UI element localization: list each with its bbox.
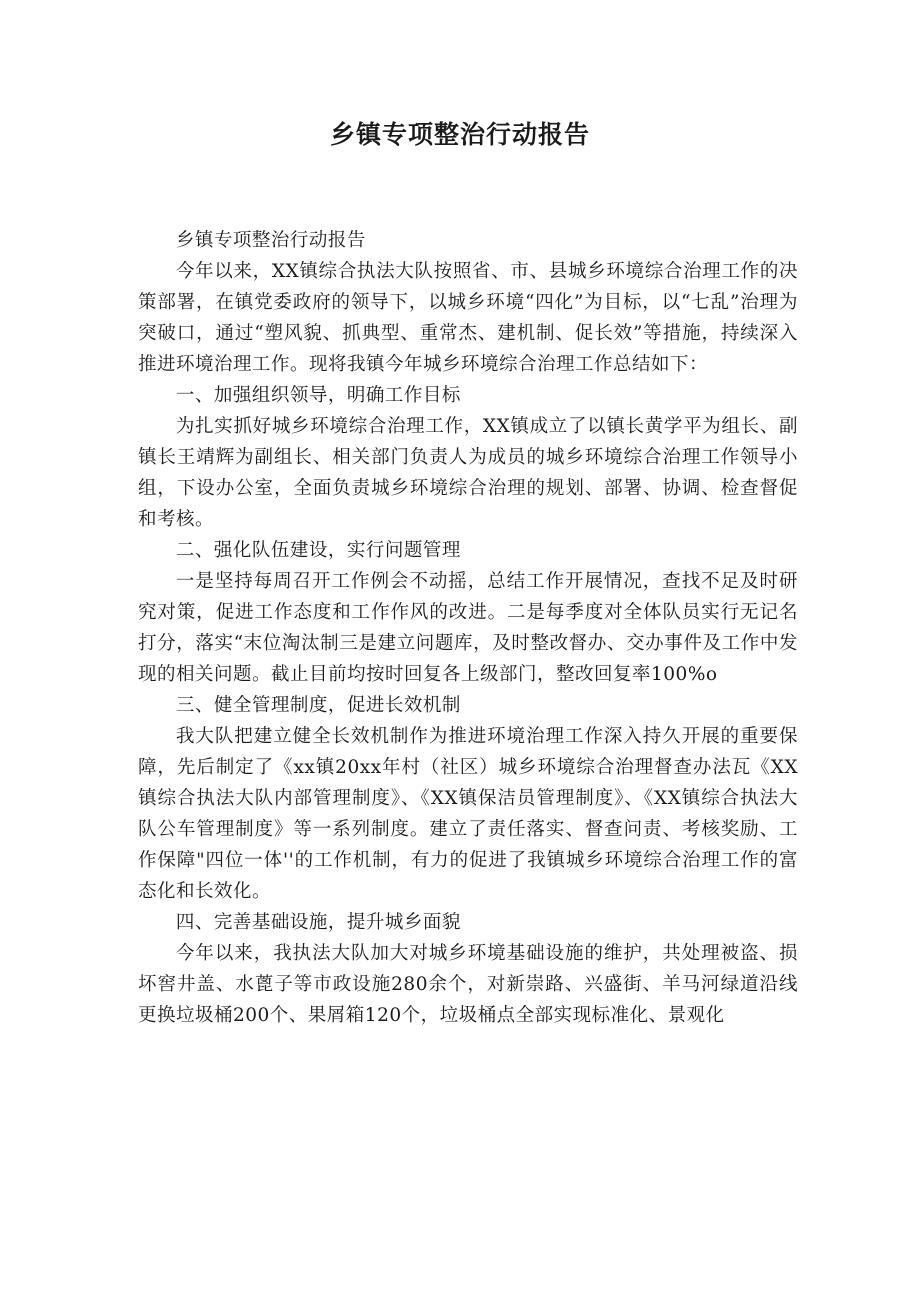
body-subtitle: 乡镇专项整治行动报告 <box>175 230 366 251</box>
section-heading-4: 四、完善基础设施，提升城乡面貌 <box>175 912 461 933</box>
document-title: 乡镇专项整治行动报告 <box>329 120 590 149</box>
section-paragraph-1: 为扎实抓好城乡环境综合治理工作，XX镇成立了以镇长黄学平为组长、副镇长王靖辉为副组长、相关部门负责人为成员的城乡环境综合治理工作领导小组，下设办公室，全面负责城乡环境综合治理的规划、部署、协调、检查督促和考核。 <box>138 416 798 530</box>
section-paragraph-2: 一是坚持每周召开工作例会不动摇，总结工作开展情况，查找不足及时研究对策，促进工作态度和工作作风的改进。二是每季度对全体队员实行无记名打分，落实“末位淘汰制三是建立问题库，及时整改督办、交办事件及工作中发现的相关问题。截止目前均按时回复各上级部门，整改回复率100%o <box>138 571 798 685</box>
section-paragraph-3: 我大队把建立健全长效机制作为推进环境治理工作深入持久开展的重要保障，先后制定了《xx镇20xx年村（社区）城乡环境综合治理督查办法瓦《XX镇综合执法大队内部管理制度》、《XX镇保洁员管理制度》、《XX镇综合执法大队公车管理制度》等一系列制度。建立了责任落实、督查问责、考核奖励、工作保障"四位一体''的工作机制，有力的促进了我镇城乡环境综合治理工作的富态化和长效化。 <box>138 726 798 902</box>
intro-paragraph: 今年以来，XX镇综合执法大队按照省、市、县城乡环境综合治理工作的决策部署，在镇党委政府的领导下，以城乡环境“四化”为目标，以“七乱”治理为突破口，通过“塑风貌、抓典型、重常杰、建机制、促长效”等措施，持续深入推进环境治理工作。现将我镇今年城乡环境综合治理工作总结如下： <box>138 261 798 375</box>
document-body <box>138 225 798 1031</box>
section-paragraph-4: 今年以来，我执法大队加大对城乡环境基础设施的维护，共处理被盗、损坏窖井盖、水蓖子等市政设施280余个，对新崇路、兴盛街、羊马河绿道沿线更换垃圾桶200个、果屑箱120个，垃圾桶点全部实现标准化、景观化 <box>138 943 798 1026</box>
section-heading-1: 一、加强组织领导，明确工作目标 <box>175 385 461 406</box>
section-heading-2: 二、强化队伍建设，实行问题管理 <box>175 540 461 561</box>
section-heading-3: 三、健全管理制度，促进长效机制 <box>175 695 461 716</box>
